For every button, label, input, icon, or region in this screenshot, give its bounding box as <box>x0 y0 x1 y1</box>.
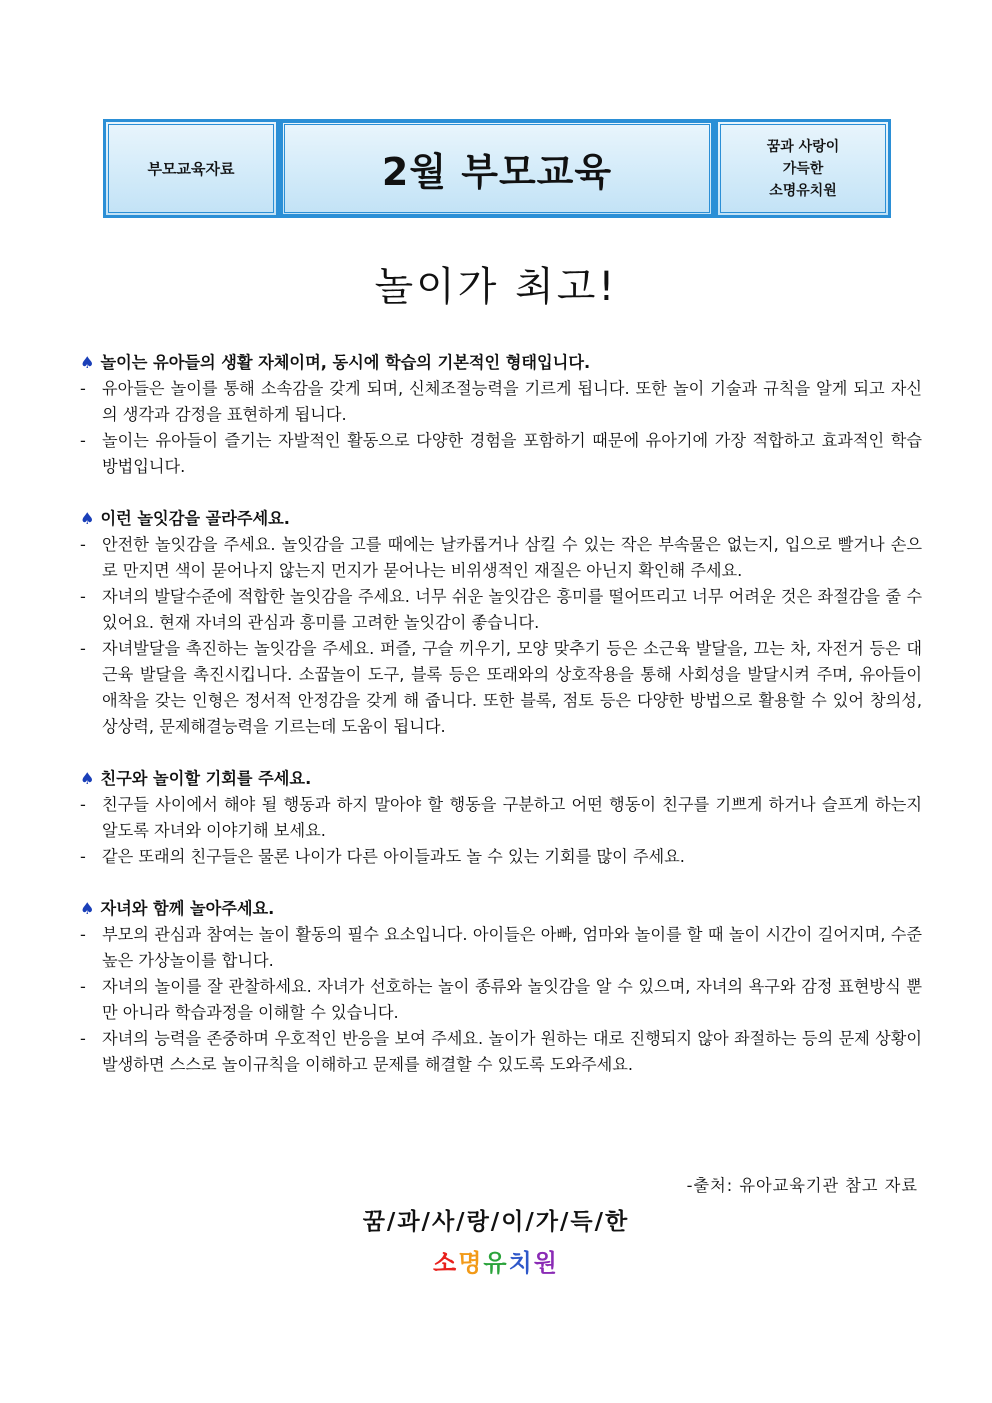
dash-bullet-icon: - <box>80 431 86 450</box>
section-heading-text: 자녀와 함께 놀아주세요. <box>100 899 275 918</box>
list-item-text: 자녀발달을 촉진하는 놀잇감을 주세요. 퍼즐, 구슬 끼우기, 모양 맞추기 등은 소근육 발달을, 끄는 차, 자전거 등은 대근육 발달을 촉진시킵니다. 소꿉놀이 도구, 블록 등은 또래와의 상호작용을 통해 사회성을 발달시켜 주며, 유아들이 애착을 갖는 인형은 정서적 안정감을 갖게 해 줍니다. 또한 블록, 점토 등은 다양한 방법으로 활용할 수 있어 창의성, 상상력, 문제해결능력을 기르는데 도움이 됩니다. <box>102 639 922 736</box>
list-item-text: 자녀의 능력을 존중하며 우호적인 반응을 보여 주세요. 놀이가 원하는 대로 진행되지 않아 좌절하는 등의 문제 상황이 발생하면 스스로 놀이규칙을 이해하고 문제를 해결할 수 있도록 도와주세요. <box>102 1029 922 1074</box>
list-item-text: 유아들은 놀이를 통해 소속감을 갖게 되며, 신체조절능력을 기르게 됩니다. 또한 놀이 기술과 규칙을 알게 되고 자신의 생각과 감정을 표현하게 됩니다. <box>102 379 922 424</box>
dash-bullet-icon: - <box>80 379 86 398</box>
page-title: 놀이가 최고! <box>374 264 618 310</box>
dash-bullet-icon: - <box>80 795 86 814</box>
slogan: 꿈/과/사/랑/이/가/득/한 <box>362 1209 630 1235</box>
list-item-text: 같은 또래의 친구들은 물론 나이가 다른 아이들과도 놀 수 있는 기회를 많이 주세요. <box>102 847 685 866</box>
list-item-text: 안전한 놀잇감을 주세요. 놀잇감을 고를 때에는 날카롭거나 삼킬 수 있는 작은 부속물은 없는지, 입으로 빨거나 손으로 만지면 색이 묻어나지 않는지 먼지가 묻어나는 비위생적인 재질은 아닌지 확인해 주세요. <box>102 535 922 580</box>
header-label-box <box>103 119 279 218</box>
header-motto-box <box>715 119 891 218</box>
dash-bullet-icon: - <box>80 1029 86 1048</box>
list-item <box>80 636 922 740</box>
list-item-text: 친구들 사이에서 해야 될 행동과 하지 말아야 할 행동을 구분하고 어떤 행동이 친구를 기쁘게 하거나 슬프게 하는지 알도록 자녀와 이야기해 보세요. <box>102 795 922 840</box>
section-heading <box>80 350 922 376</box>
list-item <box>80 922 922 974</box>
kindergarten-name <box>0 1243 992 1278</box>
list-item <box>80 974 922 1026</box>
dash-bullet-icon: - <box>80 977 86 996</box>
list-item <box>80 1026 922 1078</box>
header-label: 부모교육자료 <box>147 160 235 178</box>
list-item <box>80 532 922 584</box>
list-item <box>80 428 922 480</box>
dash-bullet-icon: - <box>80 925 86 944</box>
spade-icon: ♠ <box>80 353 95 372</box>
header-motto-line: 꿈과 사랑이 <box>766 138 840 155</box>
kindergarten-name-char: 명 <box>458 1249 484 1277</box>
section-heading-text: 놀이는 유아들의 생활 자체이며, 동시에 학습의 기본적인 형태입니다. <box>100 353 591 372</box>
section-heading <box>80 766 922 792</box>
spade-icon: ♠ <box>80 769 95 788</box>
header-banner <box>103 119 891 218</box>
list-item <box>80 792 922 844</box>
header-title-box <box>279 119 715 218</box>
section-heading-text: 친구와 놀이할 기회를 주세요. <box>100 769 312 788</box>
list-item <box>80 376 922 428</box>
kindergarten-name-char: 소 <box>433 1249 459 1277</box>
list-item <box>80 844 922 870</box>
kindergarten-name-char: 치 <box>508 1249 534 1277</box>
header-motto-line: 가득한 <box>782 160 824 177</box>
spade-icon: ♠ <box>80 899 95 918</box>
section-heading <box>80 896 922 922</box>
kindergarten-name-char: 원 <box>533 1249 559 1277</box>
dash-bullet-icon: - <box>80 847 86 866</box>
kindergarten-name-char: 유 <box>483 1249 509 1277</box>
section-heading <box>80 506 922 532</box>
header-title: 2월 부모교육 <box>381 150 613 194</box>
list-item <box>80 584 922 636</box>
list-item-text: 자녀의 놀이를 잘 관찰하세요. 자녀가 선호하는 놀이 종류와 놀잇감을 알 수 있으며, 자녀의 욕구와 감정 표현방식 뿐만 아니라 학습과정을 이해할 수 있습니다. <box>102 977 922 1022</box>
section-heading-text: 이런 놀잇감을 골라주세요. <box>100 509 290 528</box>
header-motto-line: 소명유치원 <box>769 182 837 199</box>
list-item-text: 자녀의 발달수준에 적합한 놀잇감을 주세요. 너무 쉬운 놀잇감은 흥미를 떨어뜨리고 너무 어려운 것은 좌절감을 줄 수 있어요. 현재 자녀의 관심과 흥미를 고려한 놀잇감이 좋습니다. <box>102 587 922 632</box>
spade-icon: ♠ <box>80 509 95 528</box>
dash-bullet-icon: - <box>80 535 86 554</box>
dash-bullet-icon: - <box>80 587 86 606</box>
dash-bullet-icon: - <box>80 639 86 658</box>
source-note: -출처: 유아교육기관 참고 자료 <box>686 1176 918 1195</box>
document-body <box>80 350 922 1078</box>
list-item-text: 부모의 관심과 참여는 놀이 활동의 필수 요소입니다. 아이들은 아빠, 엄마와 놀이를 할 때 놀이 시간이 길어지며, 수준 높은 가상놀이를 합니다. <box>102 925 922 970</box>
list-item-text: 놀이는 유아들이 즐기는 자발적인 활동으로 다양한 경험을 포함하기 때문에 유아기에 가장 적합하고 효과적인 학습 방법입니다. <box>102 431 922 476</box>
